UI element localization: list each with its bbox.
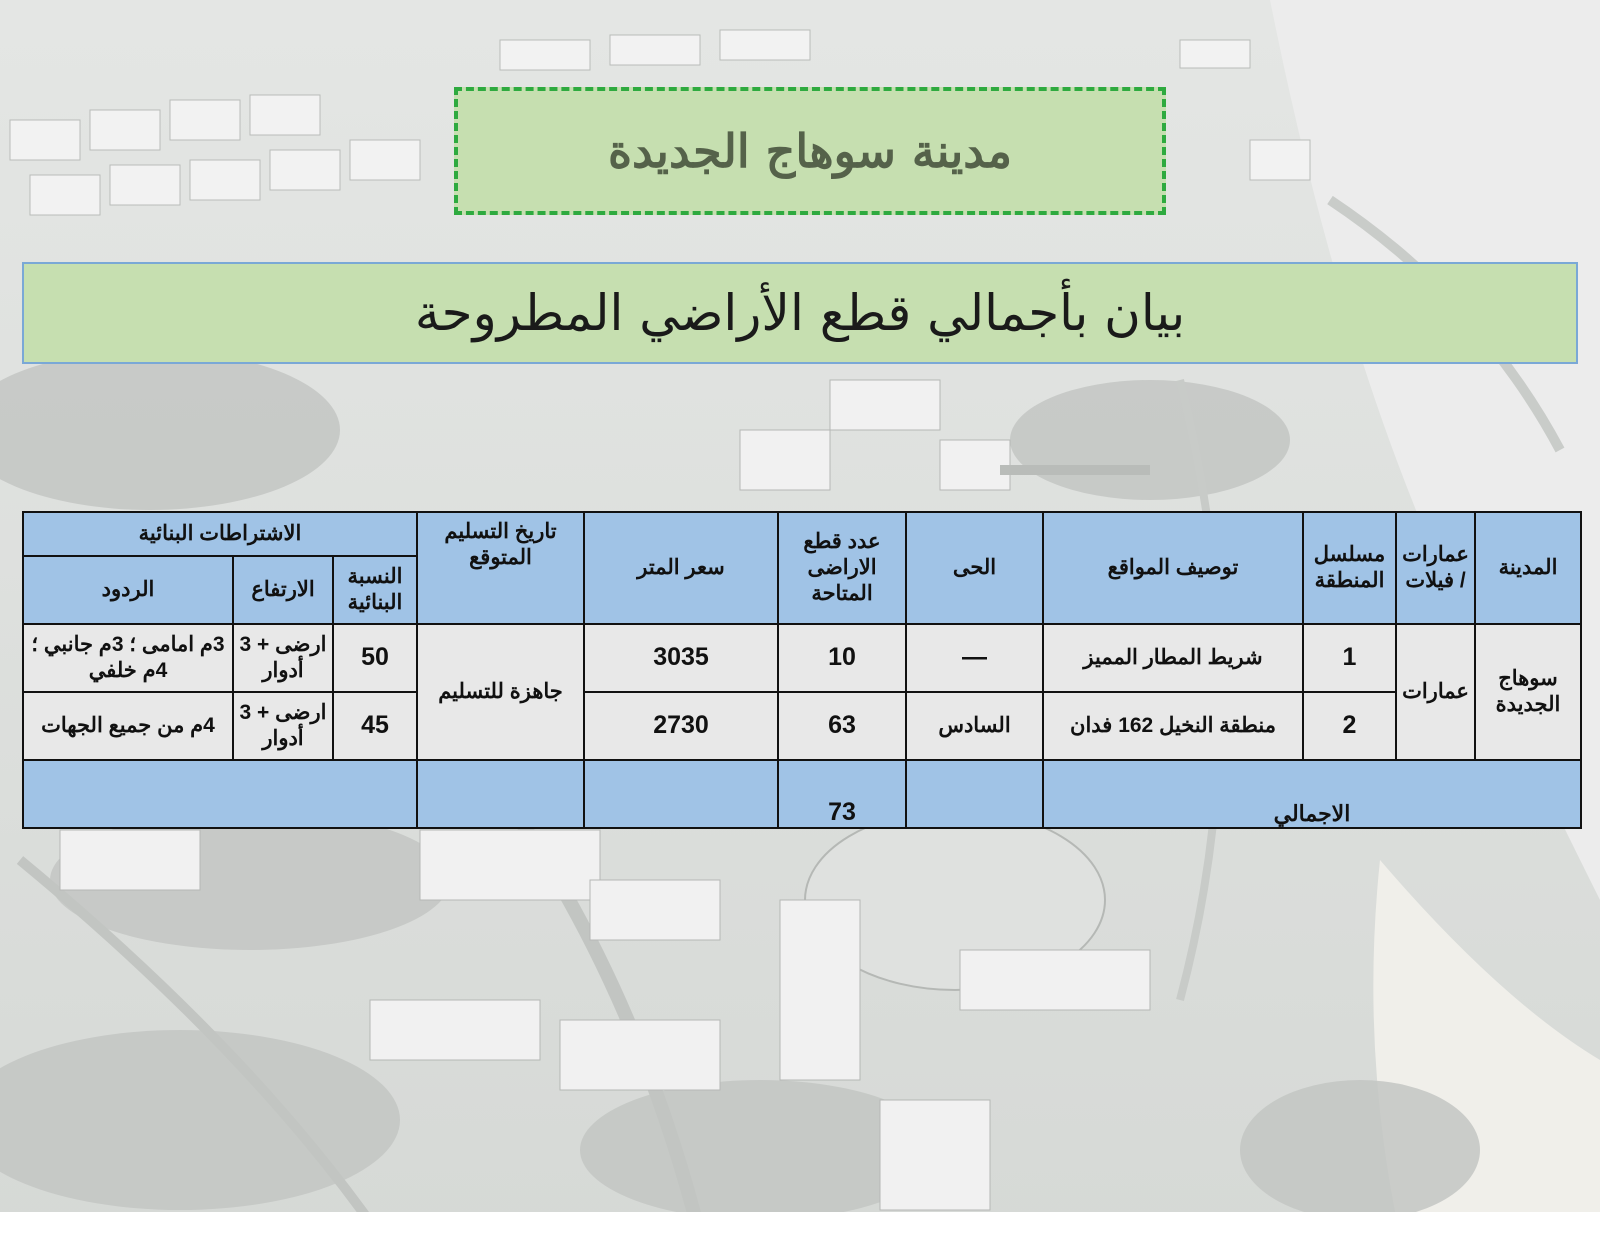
cell-serial: 2 [1303,692,1396,760]
header-row-1 [23,512,1581,556]
main-title: بيان بأجمالي قطع الأراضي المطروحة [414,284,1186,342]
cell-ratio: 50 [333,624,417,692]
header-zone-serial: مسلسل المنطقة [1303,512,1396,624]
total-plots: 73 [778,760,906,828]
main-title-box [22,262,1578,364]
cell-type: عمارات [1396,624,1475,760]
total-label: الاجمالي [1043,760,1581,828]
header-district: الحى [906,512,1043,624]
total-district-empty [906,760,1043,828]
header-setbacks: الردود [23,556,233,624]
header-delivery-date: تاريخ التسليم المتوقع [417,512,584,624]
header-building-requirements: الاشتراطات البنائية [23,512,417,556]
header-city: المدينة [1475,512,1581,624]
header-type: عمارات / فيلات [1396,512,1475,624]
cell-delivery: جاهزة للتسليم [417,624,584,760]
total-row [23,760,1581,828]
cell-height: ارضى + 3 أدوار [233,692,333,760]
cell-setbacks: 4م من جميع الجهات [23,692,233,760]
land-plots-table [22,511,1582,829]
cell-ratio: 45 [333,692,417,760]
table-row [23,624,1581,692]
header-building-ratio: النسبة البنائية [333,556,417,624]
cell-setbacks: 3م امامى ؛ 3م جانبي ؛4م خلفي [23,624,233,692]
header-meter-price: سعر المتر [584,512,778,624]
cell-location: شريط المطار المميز [1043,624,1303,692]
cell-serial: 1 [1303,624,1396,692]
cell-price: 2730 [584,692,778,760]
bottom-margin [0,1212,1600,1236]
header-plots-count: عدد قطع الاراضى المتاحة [778,512,906,624]
cell-plots: 63 [778,692,906,760]
cell-height: ارضى + 3 أدوار [233,624,333,692]
cell-price: 3035 [584,624,778,692]
header-height: الارتفاع [233,556,333,624]
cell-district: السادس [906,692,1043,760]
city-title: مدينة سوهاج الجديدة [607,124,1013,178]
table-row [23,692,1581,760]
cell-plots: 10 [778,624,906,692]
cell-district: — [906,624,1043,692]
total-requirements-empty [23,760,417,828]
total-price-empty [584,760,778,828]
cell-location: منطقة النخيل 162 فدان [1043,692,1303,760]
city-title-box [454,87,1166,215]
cell-city: سوهاج الجديدة [1475,624,1581,760]
total-delivery-empty [417,760,584,828]
header-location: توصيف المواقع [1043,512,1303,624]
